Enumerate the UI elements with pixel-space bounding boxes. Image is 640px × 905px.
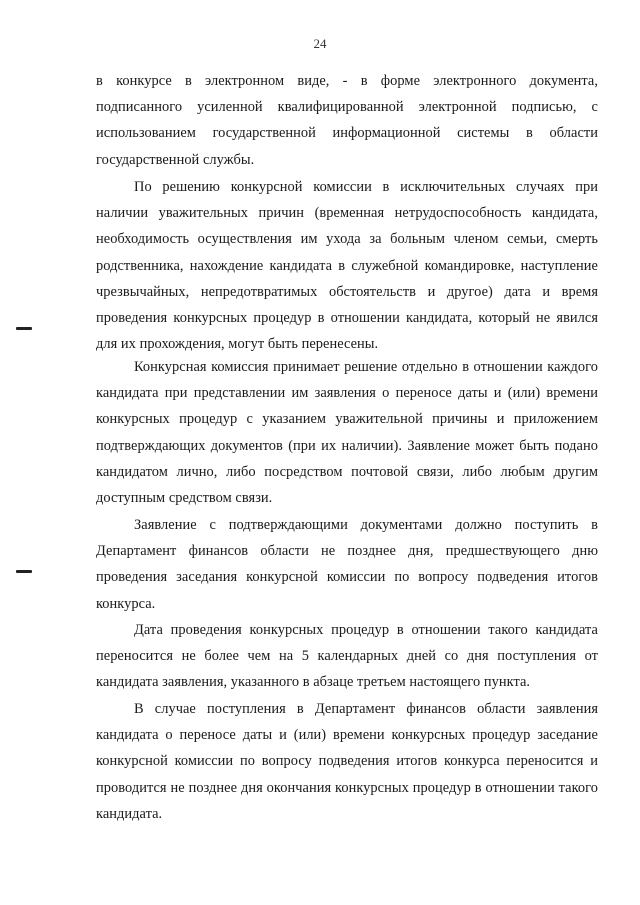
paragraph-5: Дата проведения конкурсных процедур в отношении такого кандидата переносится не более чем на 5 календарных дней со дня поступления от кандидата заявления, указанного в абзаце третьем настоящего пункта. <box>96 622 598 691</box>
margin-mark <box>16 327 32 330</box>
paragraph-6: В случае поступления в Департамент финансов области заявления кандидата о переносе даты и (или) времени конкурсных процедур заседание конкурсной комиссии по вопросу подведения итогов конкурса переносится и проводится не позднее дня окончания конкурсных процедур в отношении такого кандидата. <box>96 701 598 822</box>
paragraph-1: в конкурсе в электронном виде, - в форме электронного документа, подписанного усиленной квалифицированной электронной подписью, с использованием государственной информационной системы в области государственной службы. <box>96 73 598 168</box>
paragraph-2: По решению конкурсной комиссии в исключительных случаях при наличии уважительных причин (временная нетрудоспособность кандидата, необходимость осуществления им ухода за больным членом семьи, смерть родственника, нахождение кандидата в служебной командировке, наступление чрезвычайных, непредотвратимых обстоятельств и другое) дата и время проведения конкурсных процедур в отношении кандидата, который не явился для их прохождения, могут быть перенесены. <box>96 179 598 353</box>
paragraph-4: Заявление с подтверждающими документами должно поступить в Департамент финансов области не позднее дня, предшествующего дню проведения заседания конкурсной комиссии по вопросу подведения итогов конкурса. <box>96 517 598 612</box>
page-number: 24 <box>313 36 327 51</box>
paragraph-3: Конкурсная комиссия принимает решение отдельно в отношении каждого кандидата при представлении им заявления о переносе даты и (или) времени конкурсных процедур с указанием уважительной причины и приложением подтверждающих документов (при их наличии). Заявление может быть подано кандидатом лично, либо посредством почтовой связи, либо любым другим доступным средством связи. <box>96 359 598 507</box>
margin-mark <box>16 570 32 573</box>
